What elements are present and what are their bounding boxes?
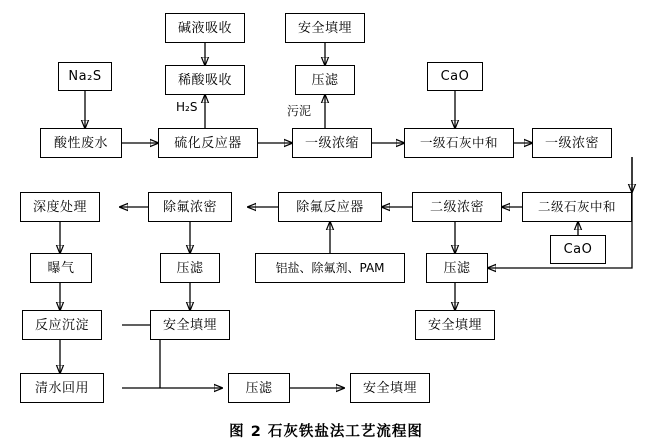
node-label: 安全填埋 <box>427 317 482 333</box>
node-label: 曝气 <box>47 260 75 276</box>
node-alkali-absorb <box>165 13 245 43</box>
node-label: 深度处理 <box>32 199 87 215</box>
node-label: 一级浓缩 <box>304 135 359 151</box>
node-label: 压滤 <box>245 380 273 396</box>
node-dense-2 <box>412 192 502 222</box>
node-label: 除氟浓密 <box>162 199 217 215</box>
node-label: 一级石灰中和 <box>419 134 498 150</box>
node-label: 二级浓密 <box>429 199 484 215</box>
node-label: 清水回用 <box>34 380 89 396</box>
node-safe-landfill-right <box>415 310 495 340</box>
node-label: 压滤 <box>443 260 471 276</box>
node-lime-neutral-1 <box>404 128 514 158</box>
edge-label-h2s <box>176 100 197 114</box>
figure-caption <box>0 420 652 441</box>
node-label: 安全填埋 <box>297 20 352 36</box>
edge-label-text: H₂S <box>176 100 198 114</box>
node-defluor-dense <box>148 192 232 222</box>
node-label: 压滤 <box>176 260 204 276</box>
node-label: 除氟反应器 <box>296 199 364 215</box>
node-label: 压滤 <box>311 72 339 88</box>
node-reagents <box>255 253 405 283</box>
node-dense-1 <box>532 128 612 158</box>
node-label: CaO <box>440 69 470 84</box>
node-lime-neutral-2 <box>522 192 632 222</box>
node-reaction-settle <box>22 310 102 340</box>
node-deep-treat <box>20 192 100 222</box>
node-cao-bottom <box>550 235 606 264</box>
node-safe-landfill-top <box>285 13 365 43</box>
node-label: 铝盐、除氟剂、PAM <box>275 261 385 275</box>
edge-label-sludge <box>287 102 311 119</box>
node-label: 二级石灰中和 <box>537 198 616 214</box>
node-label: 稀酸吸收 <box>177 72 232 88</box>
node-filter-press-mid <box>160 253 220 283</box>
node-label: 反应沉淀 <box>34 317 89 333</box>
node-dilute-acid-absorb <box>165 65 245 95</box>
node-safe-landfill-mid <box>150 310 230 340</box>
figure-caption-text: 图 2 石灰铁盐法工艺流程图 <box>229 424 423 440</box>
node-sulfide-reactor <box>158 128 258 158</box>
node-label: 酸性废水 <box>53 135 108 151</box>
node-safe-landfill-bottom <box>350 373 430 403</box>
node-filter-press-top <box>295 65 355 95</box>
node-label: 碱液吸收 <box>177 20 232 36</box>
edge-label-text: 污泥 <box>287 104 312 118</box>
node-filter-press-right <box>426 253 488 283</box>
node-aeration <box>30 253 92 283</box>
node-label: 安全填埋 <box>362 380 417 396</box>
node-label: 安全填埋 <box>162 317 217 333</box>
node-acid-wastewater <box>40 128 122 158</box>
node-na2s <box>58 62 112 91</box>
node-label: Na₂S <box>68 69 102 84</box>
node-label: 一级浓密 <box>544 135 599 151</box>
node-clean-water <box>20 373 104 403</box>
node-label: 硫化反应器 <box>174 135 242 151</box>
node-thicken-1 <box>292 128 372 158</box>
node-label: CaO <box>563 242 593 257</box>
node-defluor-reactor <box>278 192 382 222</box>
node-filter-press-bottom <box>228 373 290 403</box>
node-cao-top <box>427 62 483 91</box>
